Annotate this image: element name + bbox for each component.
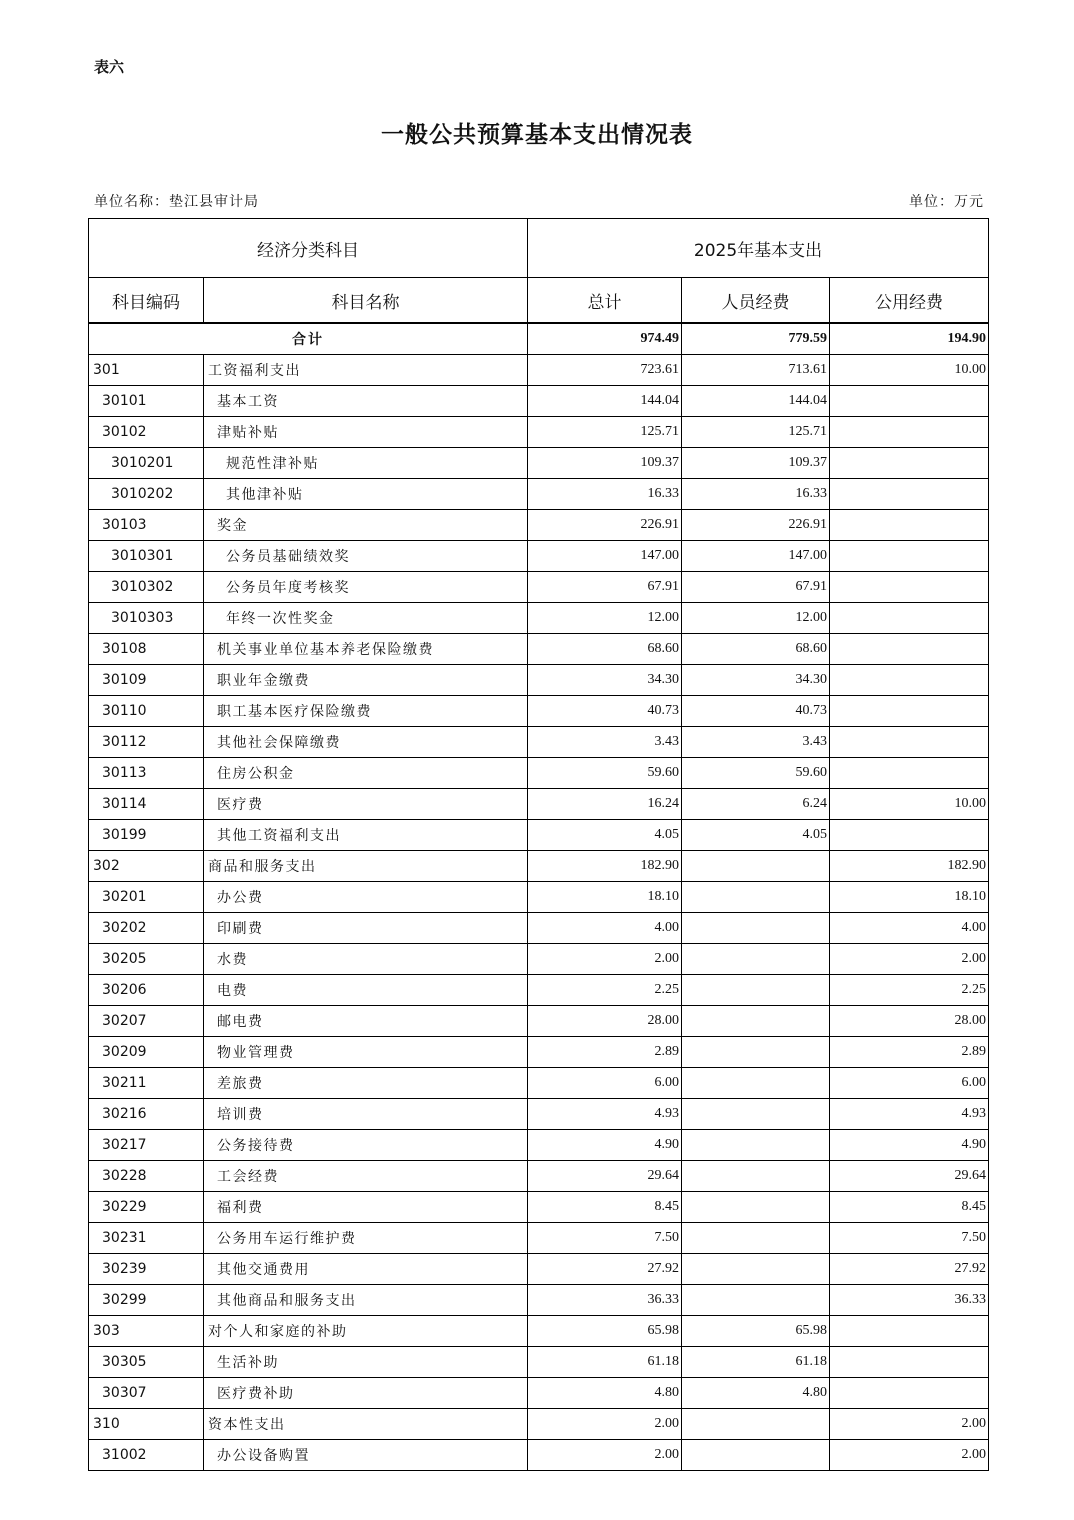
total-sum: 974.49 [528, 323, 682, 355]
row-code: 30299 [89, 1285, 204, 1316]
table-row [89, 758, 989, 789]
row-code: 30113 [89, 758, 204, 789]
row-total: 125.71 [528, 417, 682, 448]
row-total: 36.33 [528, 1285, 682, 1316]
row-total: 7.50 [528, 1223, 682, 1254]
row-code: 30207 [89, 1006, 204, 1037]
row-name: 生活补助 [204, 1347, 528, 1378]
row-public: 7.50 [830, 1223, 989, 1254]
row-code: 30206 [89, 975, 204, 1006]
row-public: 2.00 [830, 1409, 989, 1440]
row-name: 公务员基础绩效奖 [204, 541, 528, 572]
table-row [89, 386, 989, 417]
row-name: 工资福利支出 [204, 355, 528, 386]
row-name: 办公费 [204, 882, 528, 913]
row-name: 公务接待费 [204, 1130, 528, 1161]
row-total: 2.00 [528, 1440, 682, 1471]
row-name: 公务用车运行维护费 [204, 1223, 528, 1254]
table-row [89, 541, 989, 572]
row-code: 3010301 [89, 541, 204, 572]
row-name: 规范性津补贴 [204, 448, 528, 479]
row-public [830, 417, 989, 448]
row-code: 303 [89, 1316, 204, 1347]
row-total: 16.24 [528, 789, 682, 820]
row-personnel: 125.71 [682, 417, 830, 448]
row-public: 6.00 [830, 1068, 989, 1099]
row-personnel: 68.60 [682, 634, 830, 665]
row-total: 723.61 [528, 355, 682, 386]
table-row [89, 1409, 989, 1440]
row-code: 310 [89, 1409, 204, 1440]
row-code: 30102 [89, 417, 204, 448]
column-header-name: 科目名称 [204, 278, 528, 324]
row-personnel [682, 944, 830, 975]
row-code: 30201 [89, 882, 204, 913]
total-personnel: 779.59 [682, 323, 830, 355]
row-personnel [682, 1254, 830, 1285]
row-personnel [682, 913, 830, 944]
row-personnel [682, 851, 830, 882]
row-personnel [682, 1223, 830, 1254]
row-code: 30216 [89, 1099, 204, 1130]
row-public: 29.64 [830, 1161, 989, 1192]
table-row [89, 355, 989, 386]
table-row [89, 1192, 989, 1223]
table-row [89, 1099, 989, 1130]
row-total: 61.18 [528, 1347, 682, 1378]
row-personnel: 40.73 [682, 696, 830, 727]
row-personnel: 226.91 [682, 510, 830, 541]
row-total: 27.92 [528, 1254, 682, 1285]
table-row [89, 1068, 989, 1099]
row-code: 3010303 [89, 603, 204, 634]
table-row [89, 1037, 989, 1068]
row-name: 公务员年度考核奖 [204, 572, 528, 603]
table-row [89, 572, 989, 603]
row-total: 2.00 [528, 1409, 682, 1440]
row-code: 30110 [89, 696, 204, 727]
row-personnel: 34.30 [682, 665, 830, 696]
row-code: 30217 [89, 1130, 204, 1161]
unit-of-measure: 单位：万元 [909, 194, 984, 210]
row-name: 医疗费补助 [204, 1378, 528, 1409]
row-public: 27.92 [830, 1254, 989, 1285]
row-code: 30199 [89, 820, 204, 851]
row-personnel: 3.43 [682, 727, 830, 758]
row-personnel: 144.04 [682, 386, 830, 417]
row-personnel: 65.98 [682, 1316, 830, 1347]
row-public: 4.90 [830, 1130, 989, 1161]
row-public [830, 448, 989, 479]
row-name: 其他交通费用 [204, 1254, 528, 1285]
table-row [89, 727, 989, 758]
row-name: 其他工资福利支出 [204, 820, 528, 851]
row-public: 2.25 [830, 975, 989, 1006]
row-total: 18.10 [528, 882, 682, 913]
row-total: 182.90 [528, 851, 682, 882]
row-total: 2.25 [528, 975, 682, 1006]
row-personnel [682, 1099, 830, 1130]
row-code: 30231 [89, 1223, 204, 1254]
row-total: 67.91 [528, 572, 682, 603]
row-name: 资本性支出 [204, 1409, 528, 1440]
row-name: 电费 [204, 975, 528, 1006]
row-code: 302 [89, 851, 204, 882]
row-personnel [682, 975, 830, 1006]
row-public [830, 696, 989, 727]
row-code: 3010202 [89, 479, 204, 510]
row-name: 对个人和家庭的补助 [204, 1316, 528, 1347]
row-name: 基本工资 [204, 386, 528, 417]
row-code: 30305 [89, 1347, 204, 1378]
row-name: 物业管理费 [204, 1037, 528, 1068]
table-row [89, 510, 989, 541]
row-total: 6.00 [528, 1068, 682, 1099]
row-public: 18.10 [830, 882, 989, 913]
table-row [89, 1130, 989, 1161]
row-name: 福利费 [204, 1192, 528, 1223]
row-personnel [682, 1068, 830, 1099]
row-name: 住房公积金 [204, 758, 528, 789]
table-row [89, 1378, 989, 1409]
row-total: 68.60 [528, 634, 682, 665]
row-name: 邮电费 [204, 1006, 528, 1037]
sheet-label: 表六 [94, 58, 125, 76]
table-row [89, 634, 989, 665]
table-row [89, 448, 989, 479]
row-personnel [682, 1130, 830, 1161]
row-public: 4.00 [830, 913, 989, 944]
row-name: 机关事业单位基本养老保险缴费 [204, 634, 528, 665]
row-personnel: 109.37 [682, 448, 830, 479]
row-personnel: 4.80 [682, 1378, 830, 1409]
table-row [89, 603, 989, 634]
row-name: 其他社会保障缴费 [204, 727, 528, 758]
row-public: 36.33 [830, 1285, 989, 1316]
row-public: 10.00 [830, 355, 989, 386]
column-header-public: 公用经费 [830, 278, 989, 324]
row-personnel: 67.91 [682, 572, 830, 603]
row-public: 182.90 [830, 851, 989, 882]
row-name: 职业年金缴费 [204, 665, 528, 696]
budget-table [88, 218, 989, 1471]
row-code: 30112 [89, 727, 204, 758]
row-public: 4.93 [830, 1099, 989, 1130]
table-row [89, 975, 989, 1006]
row-name: 职工基本医疗保险缴费 [204, 696, 528, 727]
row-code: 30239 [89, 1254, 204, 1285]
row-personnel: 6.24 [682, 789, 830, 820]
row-code: 30101 [89, 386, 204, 417]
row-personnel: 4.05 [682, 820, 830, 851]
table-row [89, 1006, 989, 1037]
row-code: 30307 [89, 1378, 204, 1409]
row-code: 31002 [89, 1440, 204, 1471]
table-row [89, 944, 989, 975]
table-row [89, 1161, 989, 1192]
row-public [830, 1347, 989, 1378]
row-personnel [682, 882, 830, 913]
row-code: 30228 [89, 1161, 204, 1192]
row-personnel: 16.33 [682, 479, 830, 510]
total-row [89, 323, 989, 355]
row-total: 3.43 [528, 727, 682, 758]
row-name: 其他商品和服务支出 [204, 1285, 528, 1316]
table-row [89, 789, 989, 820]
row-total: 4.05 [528, 820, 682, 851]
row-public [830, 1378, 989, 1409]
row-total: 40.73 [528, 696, 682, 727]
row-personnel [682, 1440, 830, 1471]
row-code: 30103 [89, 510, 204, 541]
row-public: 28.00 [830, 1006, 989, 1037]
row-personnel [682, 1409, 830, 1440]
table-row [89, 1285, 989, 1316]
row-personnel [682, 1037, 830, 1068]
row-public: 10.00 [830, 789, 989, 820]
row-total: 12.00 [528, 603, 682, 634]
group-header-basic-expenditure: 2025年基本支出 [528, 219, 989, 278]
row-name: 工会经费 [204, 1161, 528, 1192]
row-total: 16.33 [528, 479, 682, 510]
group-header-economic-class: 经济分类科目 [89, 219, 528, 278]
row-name: 其他津补贴 [204, 479, 528, 510]
row-public [830, 572, 989, 603]
header-columns-row [89, 278, 989, 324]
row-name: 差旅费 [204, 1068, 528, 1099]
row-total: 4.93 [528, 1099, 682, 1130]
row-code: 30229 [89, 1192, 204, 1223]
row-public [830, 479, 989, 510]
row-personnel: 59.60 [682, 758, 830, 789]
row-code: 3010302 [89, 572, 204, 603]
row-code: 30205 [89, 944, 204, 975]
table-row [89, 665, 989, 696]
table-row [89, 417, 989, 448]
row-personnel: 147.00 [682, 541, 830, 572]
row-public [830, 820, 989, 851]
row-name: 培训费 [204, 1099, 528, 1130]
row-personnel: 713.61 [682, 355, 830, 386]
row-name: 办公设备购置 [204, 1440, 528, 1471]
table-row [89, 1347, 989, 1378]
row-total: 144.04 [528, 386, 682, 417]
row-total: 59.60 [528, 758, 682, 789]
table-row [89, 1440, 989, 1471]
row-personnel [682, 1161, 830, 1192]
row-total: 4.00 [528, 913, 682, 944]
row-code: 30108 [89, 634, 204, 665]
row-name: 商品和服务支出 [204, 851, 528, 882]
column-header-personnel: 人员经费 [682, 278, 830, 324]
row-public: 2.00 [830, 1440, 989, 1471]
row-code: 3010201 [89, 448, 204, 479]
row-code: 30211 [89, 1068, 204, 1099]
row-total: 65.98 [528, 1316, 682, 1347]
row-public: 2.00 [830, 944, 989, 975]
row-total: 4.90 [528, 1130, 682, 1161]
row-total: 226.91 [528, 510, 682, 541]
row-name: 奖金 [204, 510, 528, 541]
table-row [89, 1316, 989, 1347]
unit-name: 单位名称：垫江县审计局 [94, 194, 259, 210]
row-public: 8.45 [830, 1192, 989, 1223]
table-row [89, 1254, 989, 1285]
row-code: 30202 [89, 913, 204, 944]
row-total: 34.30 [528, 665, 682, 696]
table-row [89, 913, 989, 944]
row-public [830, 541, 989, 572]
row-total: 28.00 [528, 1006, 682, 1037]
row-total: 8.45 [528, 1192, 682, 1223]
table-row [89, 851, 989, 882]
table-row [89, 820, 989, 851]
row-public: 2.89 [830, 1037, 989, 1068]
row-personnel [682, 1192, 830, 1223]
page-title: 一般公共预算基本支出情况表 [381, 121, 693, 148]
row-personnel: 61.18 [682, 1347, 830, 1378]
row-total: 4.80 [528, 1378, 682, 1409]
row-personnel [682, 1006, 830, 1037]
row-public [830, 665, 989, 696]
row-total: 147.00 [528, 541, 682, 572]
row-public [830, 758, 989, 789]
row-personnel [682, 1285, 830, 1316]
table-row [89, 882, 989, 913]
row-name: 印刷费 [204, 913, 528, 944]
table-row [89, 479, 989, 510]
row-total: 2.89 [528, 1037, 682, 1068]
row-name: 水费 [204, 944, 528, 975]
total-label: 合计 [89, 323, 528, 355]
table-row [89, 696, 989, 727]
row-public [830, 510, 989, 541]
row-name: 津贴补贴 [204, 417, 528, 448]
row-code: 301 [89, 355, 204, 386]
row-code: 30209 [89, 1037, 204, 1068]
row-personnel: 12.00 [682, 603, 830, 634]
table-row [89, 1223, 989, 1254]
header-group-row [89, 219, 989, 278]
column-header-total: 总计 [528, 278, 682, 324]
row-code: 30114 [89, 789, 204, 820]
column-header-code: 科目编码 [89, 278, 204, 324]
row-public [830, 634, 989, 665]
row-name: 年终一次性奖金 [204, 603, 528, 634]
row-total: 2.00 [528, 944, 682, 975]
row-public [830, 603, 989, 634]
row-total: 29.64 [528, 1161, 682, 1192]
row-name: 医疗费 [204, 789, 528, 820]
row-public [830, 1316, 989, 1347]
total-public: 194.90 [830, 323, 989, 355]
row-code: 30109 [89, 665, 204, 696]
row-total: 109.37 [528, 448, 682, 479]
row-public [830, 386, 989, 417]
row-public [830, 727, 989, 758]
